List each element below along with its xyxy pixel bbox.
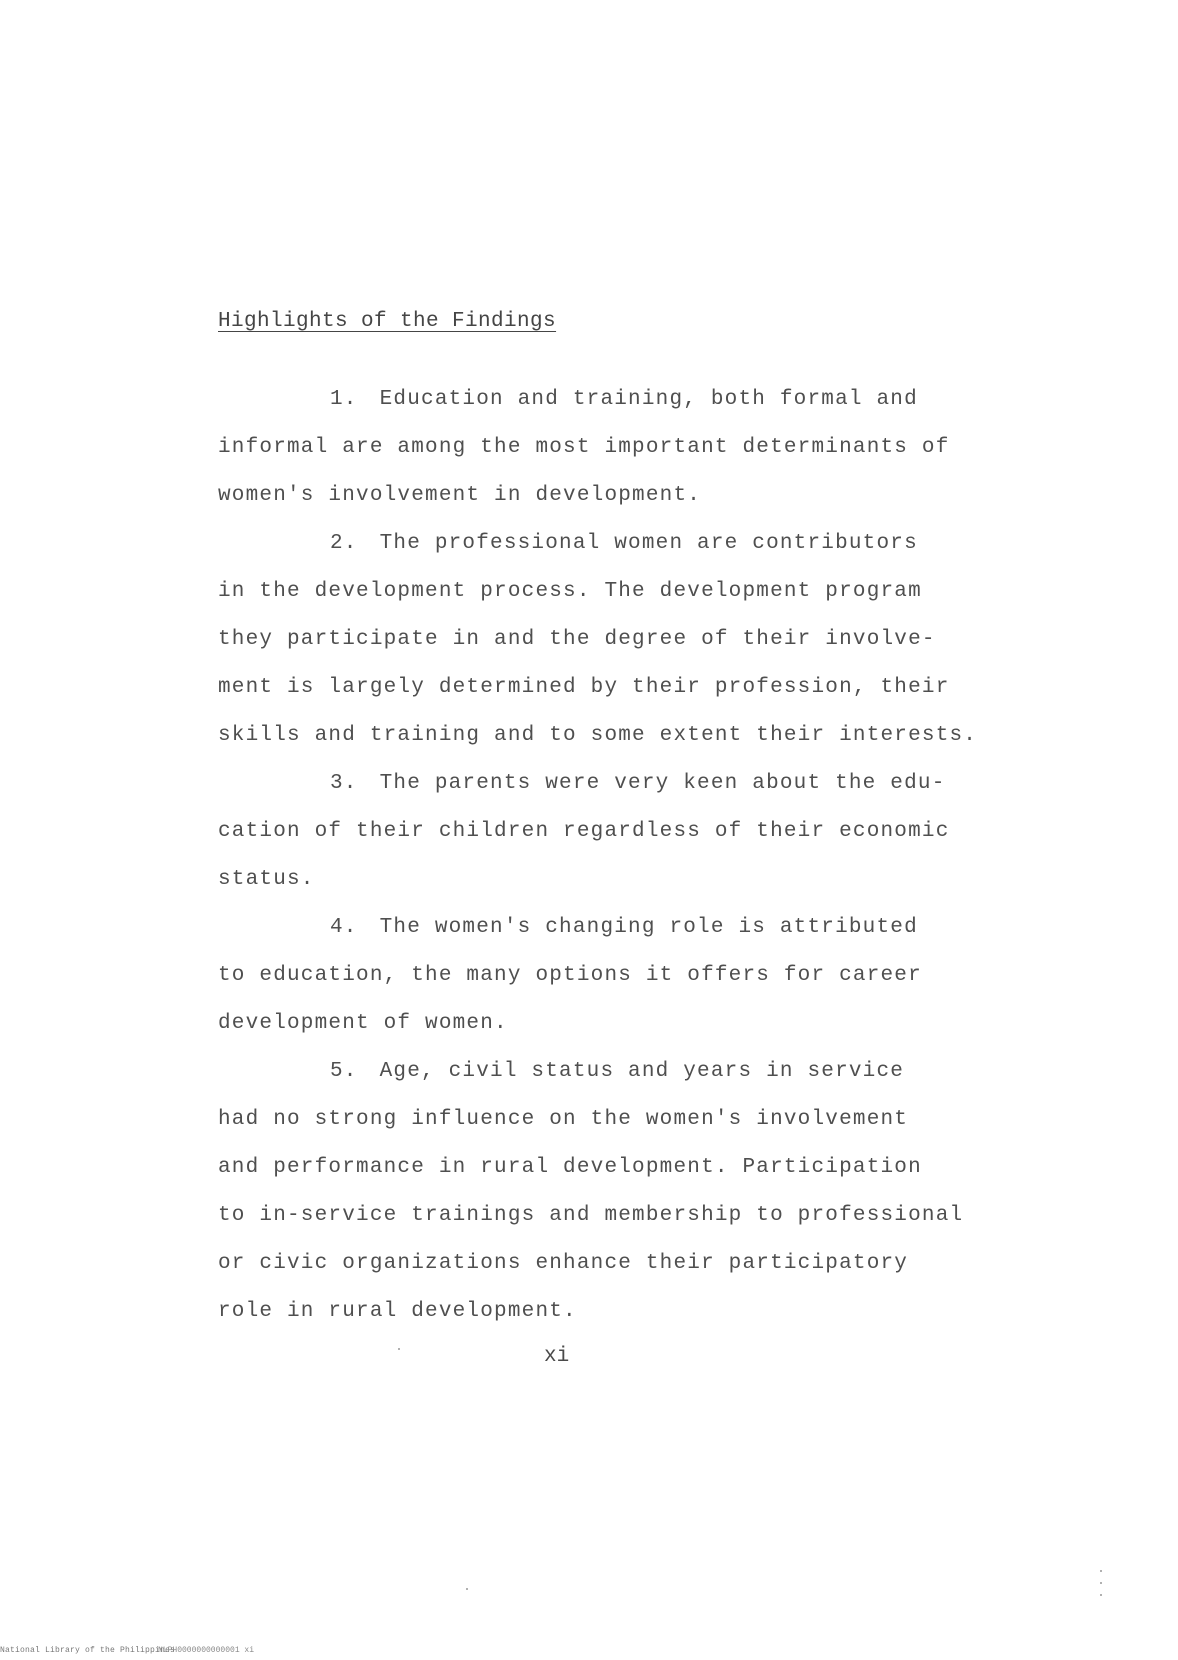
- item-2-line-4: ment is largely determined by their profession, their: [218, 676, 950, 699]
- page-number: xi: [544, 1345, 570, 1368]
- item-5-line-4: to in-service trainings and membership to professional: [218, 1204, 964, 1227]
- item-2-line-2: in the development process. The development program: [218, 580, 922, 603]
- item-number: 1.: [330, 388, 358, 411]
- item-5-line-5: or civic organizations enhance their participatory: [218, 1252, 909, 1275]
- scan-speck: [1100, 1594, 1102, 1596]
- item-3-line-1: 3. The parents were very keen about the edu-: [330, 772, 946, 795]
- item-2-line-5: skills and training and to some extent their interests.: [218, 724, 978, 747]
- footer-library-credit: National Library of the Philippines: [0, 1646, 176, 1655]
- scan-speck: [398, 1348, 400, 1350]
- scan-speck: [466, 1588, 468, 1590]
- item-2-line-1: 2. The professional women are contributors: [330, 532, 918, 555]
- item-number: 5.: [330, 1060, 358, 1083]
- item-5-line-2: had no strong influence on the women's involvement: [218, 1108, 909, 1131]
- item-number: 2.: [330, 532, 358, 555]
- item-number: 3.: [330, 772, 358, 795]
- item-4-line-3: development of women.: [218, 1012, 508, 1035]
- item-5-line-3: and performance in rural development. Participation: [218, 1156, 922, 1179]
- item-2-line-3: they participate in and the degree of their involve-: [218, 628, 936, 651]
- item-1-line-2: informal are among the most important determinants of: [218, 436, 950, 459]
- item-3-line-2: cation of their children regardless of their economic: [218, 820, 950, 843]
- item-3-line-3: status.: [218, 868, 315, 891]
- item-5-line-1: 5. Age, civil status and years in service: [330, 1060, 905, 1083]
- scan-speck: [1100, 1582, 1102, 1584]
- item-number: 4.: [330, 916, 358, 939]
- item-4-line-1: 4. The women's changing role is attributed: [330, 916, 918, 939]
- item-5-line-6: role in rural development.: [218, 1300, 577, 1323]
- item-1-line-1: 1. Education and training, both formal and: [330, 388, 918, 411]
- item-4-line-2: to education, the many options it offers for career: [218, 964, 922, 987]
- footer-document-id: NLPH0000000000001 xi: [158, 1646, 255, 1655]
- item-1-line-3: women's involvement in development.: [218, 484, 702, 507]
- scan-speck: [1100, 1570, 1102, 1572]
- section-heading: Highlights of the Findings: [218, 310, 557, 333]
